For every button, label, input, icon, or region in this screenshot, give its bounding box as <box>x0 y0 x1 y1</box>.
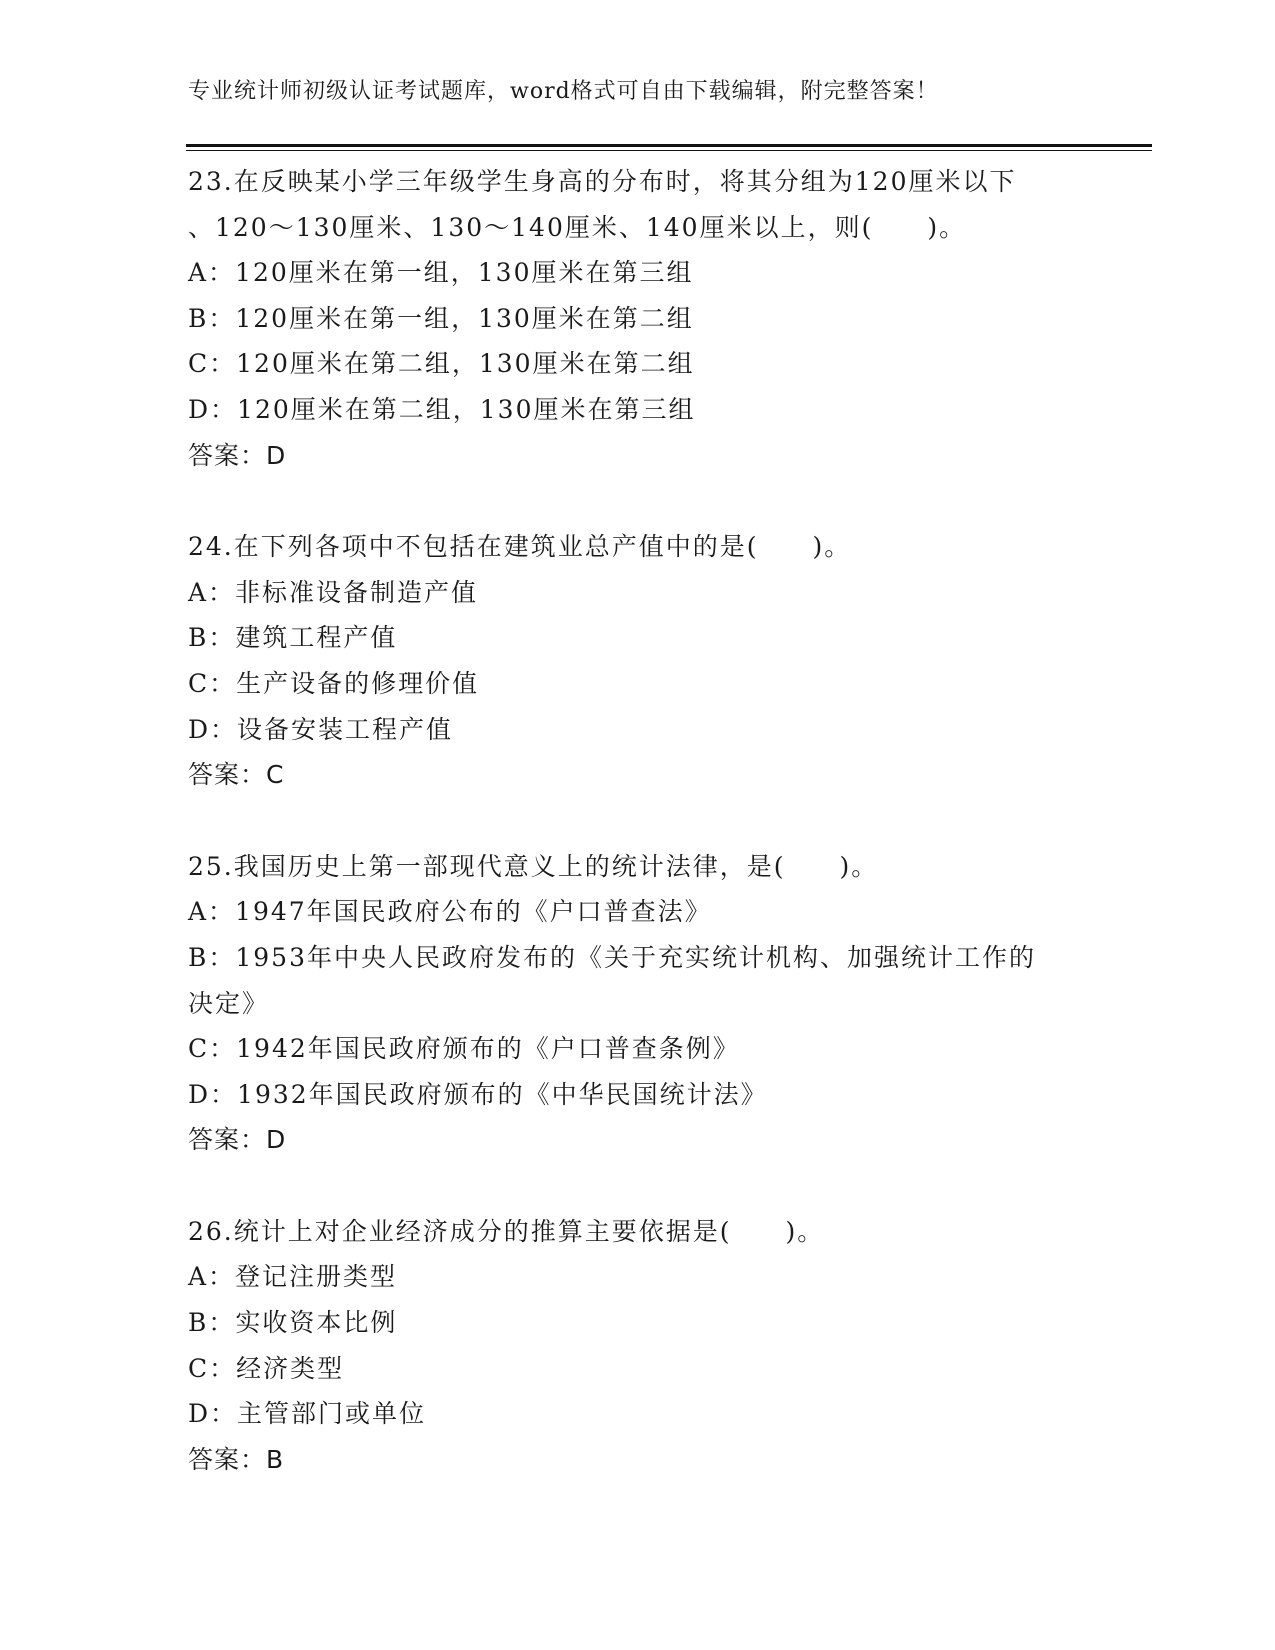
option-d: D：设备安装工程产值 <box>188 714 454 744</box>
option-d: D：主管部门或单位 <box>188 1399 427 1429</box>
answer-label: 答案：D <box>188 1125 287 1155</box>
question-list <box>188 159 1088 1528</box>
option-b: B：建筑工程产值 <box>188 623 398 653</box>
question-23 <box>188 159 1088 478</box>
option-b: B：实收资本比例 <box>188 1308 398 1338</box>
answer-label: 答案：B <box>188 1444 285 1474</box>
option-d: D：120厘米在第二组，130厘米在第三组 <box>188 394 696 424</box>
question-25 <box>188 844 1088 1163</box>
option-c: C：120厘米在第二组，130厘米在第二组 <box>188 349 695 379</box>
option-a: A：登记注册类型 <box>188 1262 398 1292</box>
option-a: A：1947年国民政府公布的《户口普查法》 <box>188 897 712 927</box>
option-a: A：120厘米在第一组，130厘米在第三组 <box>188 258 694 288</box>
question-stem: 26.统计上对企业经济成分的推算主要依据是( )。 <box>188 1216 825 1246</box>
question-26 <box>188 1209 1088 1483</box>
option-b: B：120厘米在第一组，130厘米在第二组 <box>188 303 694 333</box>
answer-label: 答案：C <box>188 760 285 790</box>
header-rule-thin <box>186 150 1152 151</box>
question-24 <box>188 524 1088 798</box>
option-b-continued: 决定》 <box>188 988 270 1018</box>
question-stem: 、120～130厘米、130～140厘米、140厘米以上，则( )。 <box>188 212 967 242</box>
option-c: C：生产设备的修理价值 <box>188 668 480 698</box>
page-header: 专业统计师初级认证考试题库，word格式可自由下载编辑，附完整答案！ <box>188 79 939 104</box>
option-b: B：1953年中央人民政府发布的《关于充实统计机构、加强统计工作的 <box>188 942 1036 972</box>
header-rule-thick <box>186 144 1152 147</box>
option-a: A：非标准设备制造产值 <box>188 577 479 607</box>
answer-label: 答案：D <box>188 440 287 470</box>
question-stem: 24.在下列各项中不包括在建筑业总产值中的是( )。 <box>188 532 852 562</box>
question-stem: 23.在反映某小学三年级学生身高的分布时，将其分组为120厘米以下 <box>188 167 1017 196</box>
option-c: C：经济类型 <box>188 1353 345 1383</box>
option-d: D：1932年国民政府颁布的《中华民国统计法》 <box>188 1079 768 1109</box>
question-stem: 25.我国历史上第一部现代意义上的统计法律，是( )。 <box>188 851 879 881</box>
option-c: C：1942年国民政府颁布的《户口普查条例》 <box>188 1034 740 1064</box>
